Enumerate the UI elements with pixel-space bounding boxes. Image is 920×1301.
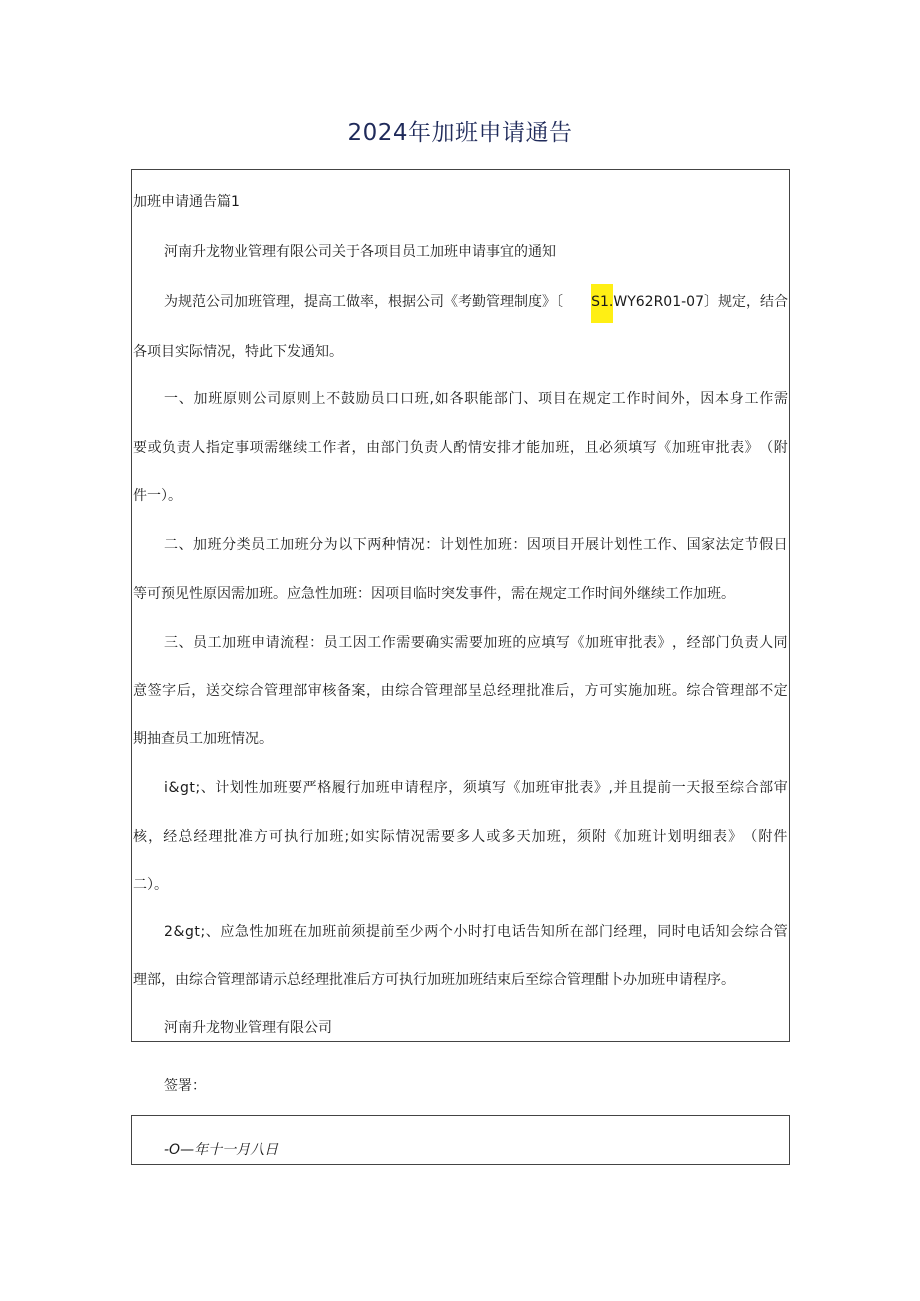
p2-line-2: 等可预见性原因需加班。应急性加班：因项目临时突发事件，需在规定工作时间外继续工作加班。: [133, 586, 735, 602]
p3-line-2: 意 签 字 后 ， 送 交 综 合 管 理 部 审 核 备 案 ， 由 综 合 管 理 部 呈 总 经 理 批 准 后 ， 方 可 实 施 加 班 。 综 合 管 理 部 不 定: [133, 683, 788, 699]
p3-line-1: 三 、 员 工 加 班 申 请 流 程 ： 员 工 因 工 作 需 要 确 实 需 要 加 班 的 应 填 写 《 加 班 审 批 表 》 ， 经 部 门 负 责 人 同: [164, 635, 788, 651]
subheading: 加班申请通告篇1: [133, 194, 240, 210]
p4-line-2: 核 ， 经 总 经 理 批 准 方 可 执 行 加 班 ; 如 实 际 情 况 需 要 多 人 或 多 天 加 班 ， 须 附 《 加 班 计 划 明 细 表 》 （ 附 件: [133, 829, 788, 845]
p3-line-3: 期抽查员工加班情况。: [133, 731, 273, 747]
p1-line-3: 件一）。: [133, 488, 182, 504]
p5-line-2: 理部，由综合管理部请示总经理批准后方可执行加班加班结束后至综合管理酣卜办加班申请程序。: [133, 972, 735, 988]
intro-code: [591, 292, 788, 312]
p5-line-1: 2 & g t ; 、 应 急 性 加 班 在 加 班 前 须 提 前 至 少 两 个 小 时 打 电 话 告 知 所 在 部 门 经 理 ， 同 时 电 话 知 会 综 合 管: [164, 924, 788, 940]
intro-line-2: 各项目实际情况，特此下发通知。: [133, 344, 343, 360]
intro-text-b: WY62R01-07〕规定，结合: [613, 294, 788, 310]
intro-line-1: [164, 292, 788, 312]
intro-text-a: 为规范公司加班管理，提高工做率，根据公司《考勤管理制度》〔: [164, 294, 563, 310]
p2-line-1: 二 、 加 班 分 类 员 工 加 班 分 为 以 下 两 种 情 况 ： 计 划 性 加 班 ： 因 项 目 开 展 计 划 性 工 作 、 国 家 法 定 节 假 日: [164, 537, 788, 553]
highlighted-text: S1.: [591, 284, 613, 323]
p4-line-1: i & g t ; 、 计 划 性 加 班 要 严 格 履 行 加 班 申 请 程 序 ， 须 填 写 《 加 班 审 批 表 》 , 并 且 提 前 一 天 报 至 综 合 部 审: [164, 780, 788, 796]
p1-line-1: 一 、 加 班 原 则 公 司 原 则 上 不 鼓 励 员 口 口 班 , 如 各 职 能 部 门 、 项 目 在 规 定 工 作 时 间 外 ， 因 本 身 工 作 需: [164, 391, 788, 407]
p4-line-3: 二）。: [133, 877, 168, 893]
sign-label: 签署：: [164, 1078, 206, 1094]
company-name: 河南升龙物业管理有限公司: [164, 1020, 332, 1036]
p1-line-2: 要 或 负 责 人 指 定 事 项 需 继 续 工 作 者 ， 由 部 门 负 责 人 酌 情 安 排 才 能 加 班 ， 且 必 须 填 写 《 加 班 审 批 表 》 （ 附: [133, 440, 788, 456]
notice-heading: 河南升龙物业管理有限公司关于各项目员工加班申请事宜的通知: [164, 244, 556, 260]
date-text: -O—年十一月八日: [164, 1142, 279, 1158]
document-title: 2024年加班申请通告: [347, 120, 573, 146]
